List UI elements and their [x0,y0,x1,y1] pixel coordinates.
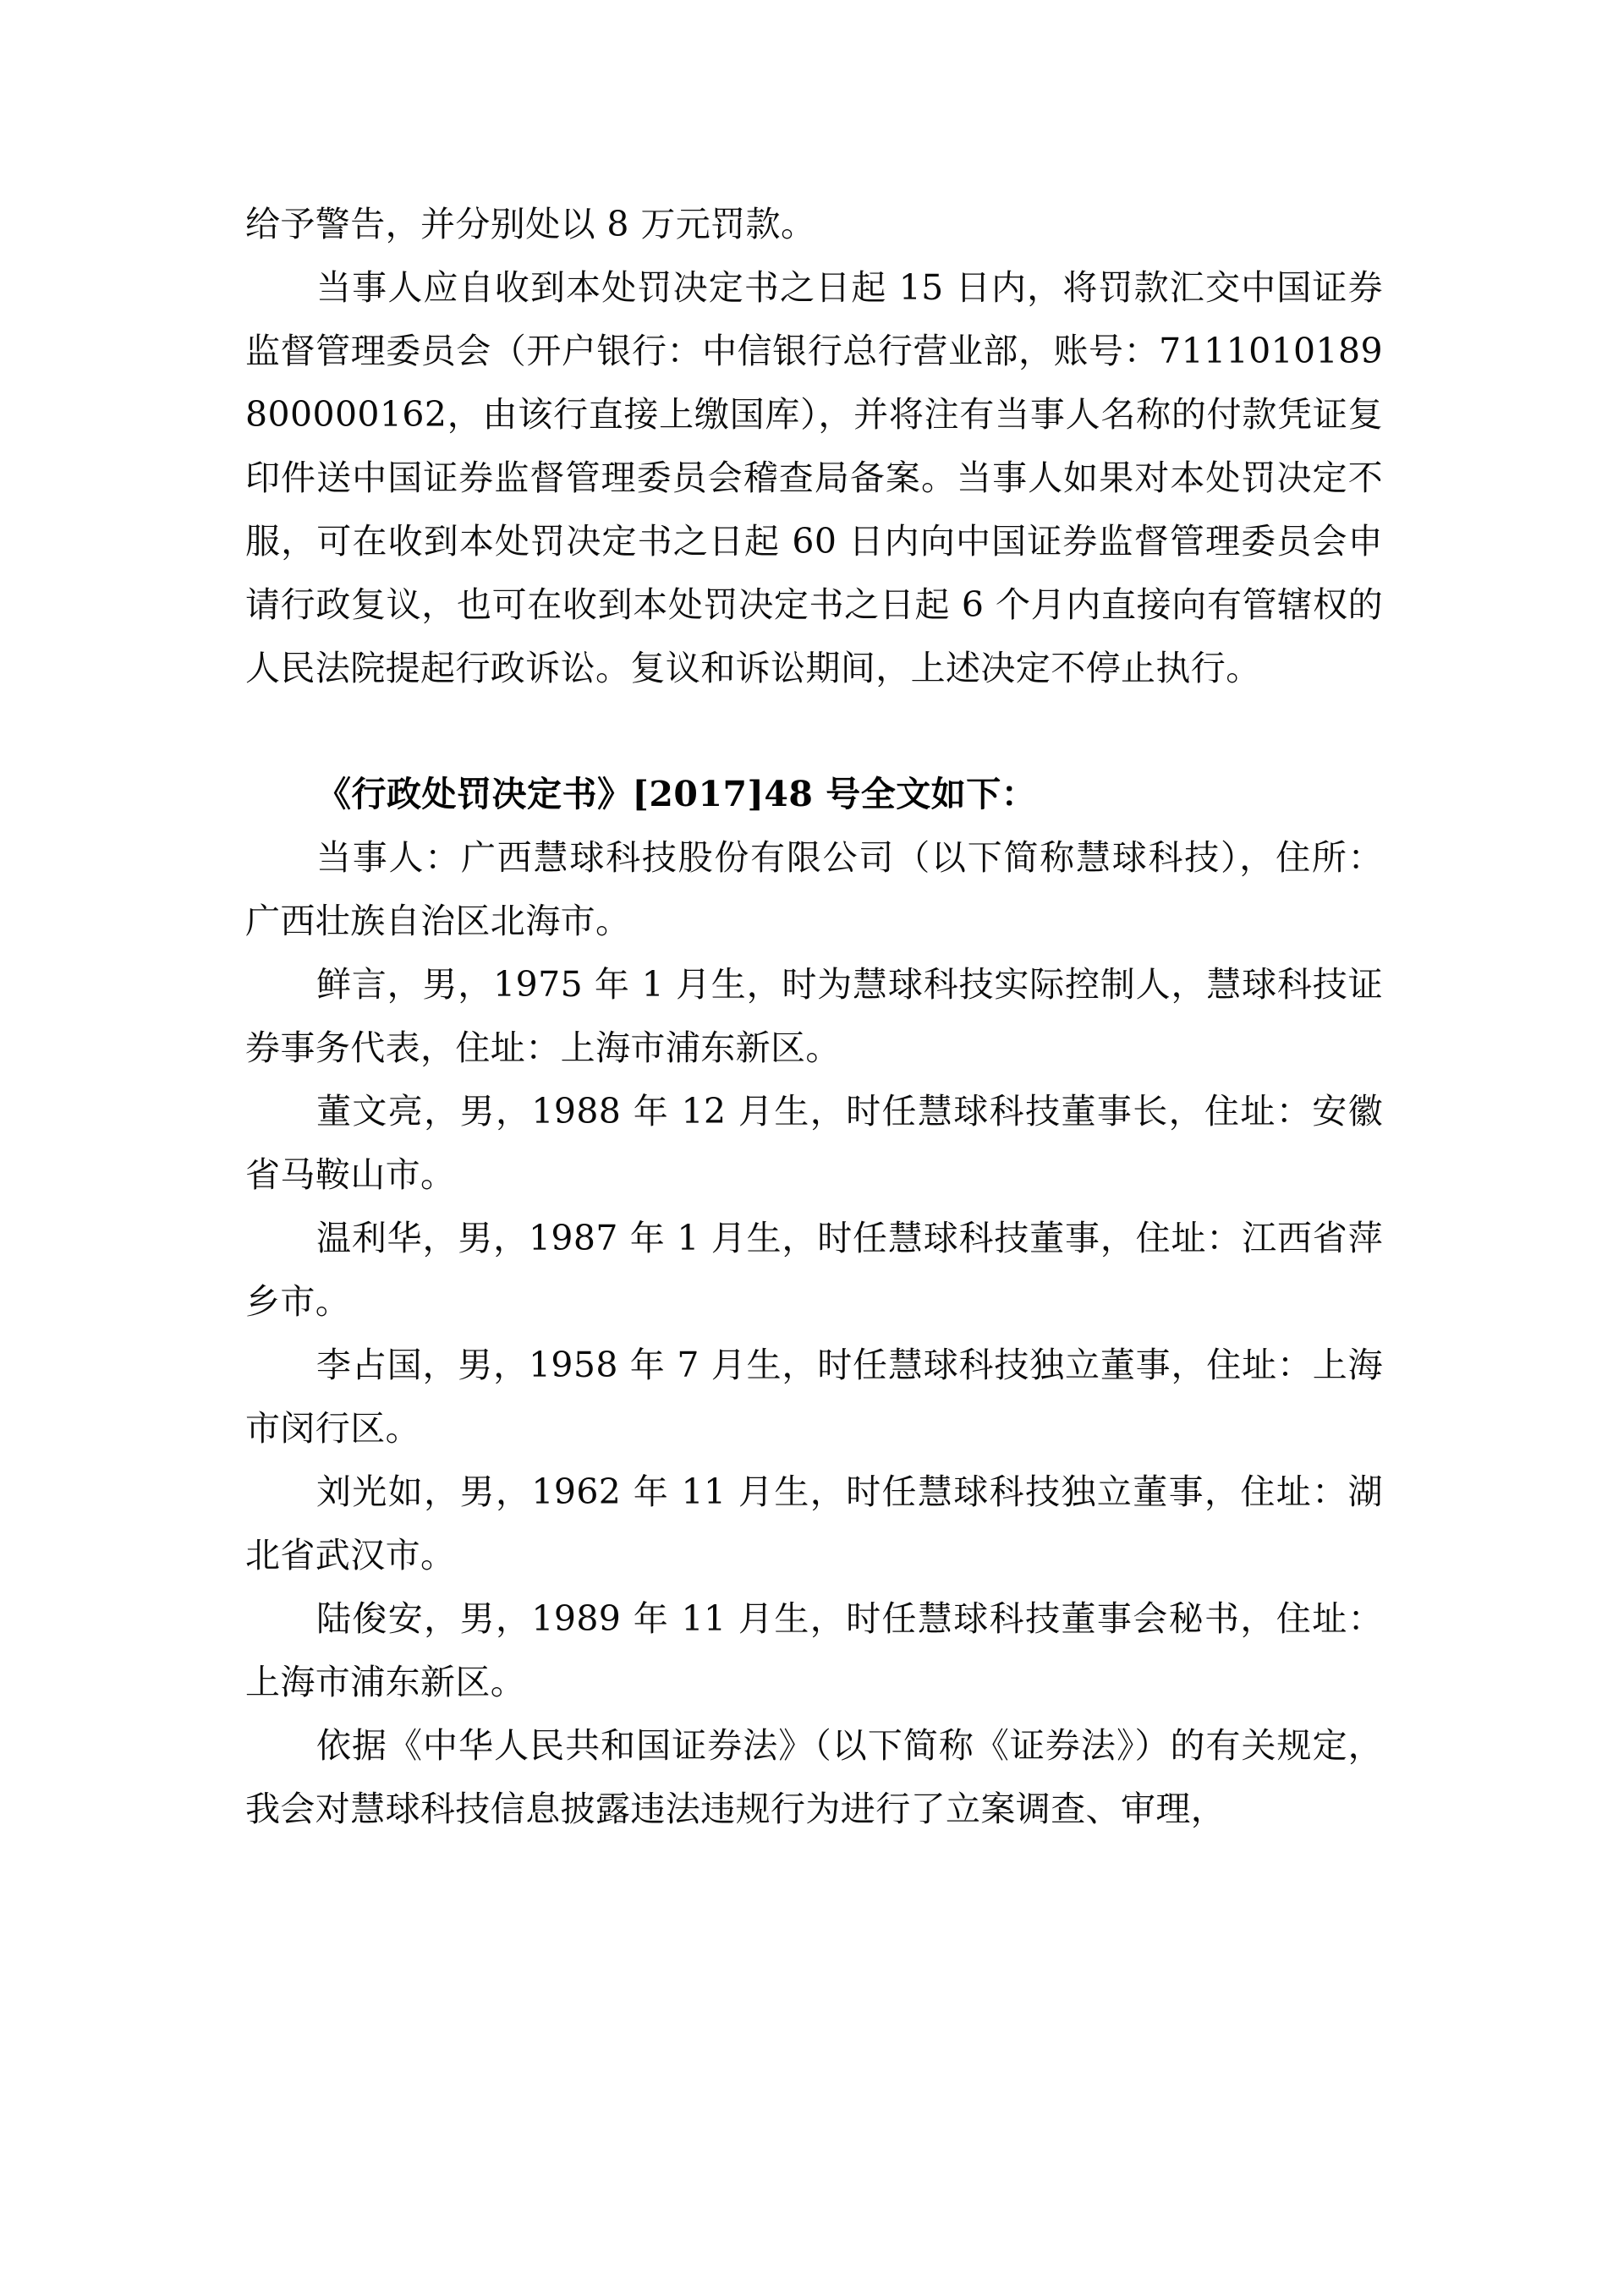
paragraph-fine-conclusion: 给予警告，并分别处以 8 万元罚款。 [245,204,816,244]
party-lizhanguo: 李占国，男，1958 年 7 月生，时任慧球科技独立董事，住址：上海市闵行区。 [245,1345,1383,1449]
document-text-column [245,193,1383,1841]
party-xianyan: 鲜言，男，1975 年 1 月生，时为慧球科技实际控制人，慧球科技证券事务代表，住址：上海市浦东新区。 [245,964,1383,1068]
party-dongwenliang: 董文亮，男，1988 年 12 月生，时任慧球科技董事长，住址：安徽省马鞍山市。 [245,1091,1383,1195]
section-gap [245,700,1383,763]
party-company: 当事人：广西慧球科技股份有限公司（以下简称慧球科技），住所：广西壮族自治区北海市。 [245,837,1383,941]
paragraph-legal-basis: 依据《中华人民共和国证券法》（以下简称《证券法》）的有关规定，我会对慧球科技信息披露违法违规行为进行了立案调查、审理， [245,1725,1383,1829]
party-lujunan: 陆俊安，男，1989 年 11 月生，时任慧球科技董事会秘书，住址：上海市浦东新区。 [245,1598,1383,1702]
party-liuguangru: 刘光如，男，1962 年 11 月生，时任慧球科技独立董事，住址：湖北省武汉市。 [245,1471,1383,1575]
party-wenlihua: 温利华，男，1987 年 1 月生，时任慧球科技董事，住址：江西省萍乡市。 [245,1218,1383,1322]
section-heading-decision-document: 《行政处罚决定书》[2017]48 号全文如下： [316,774,1037,814]
paragraph-payment-instructions: 当事人应自收到本处罚决定书之日起 15 日内，将罚款汇交中国证券监督管理委员会（开户银行：中信银行总行营业部，账号：7111010189800000162，由该行直接上缴国库），并将注有当事人名称的付款凭证复印件送中国证券监督管理委员会稽查局备案。当事人如果对本处罚决定不服，可在收到本处罚决定书之日起 60 日内向中国证券监督管理委员会申请行政复议，也可在收到本处罚决定书之日起 6 个月内直接向有管辖权的人民法院提起行政诉讼。复议和诉讼期间，上述决定不停止执行。 [245,267,1383,688]
